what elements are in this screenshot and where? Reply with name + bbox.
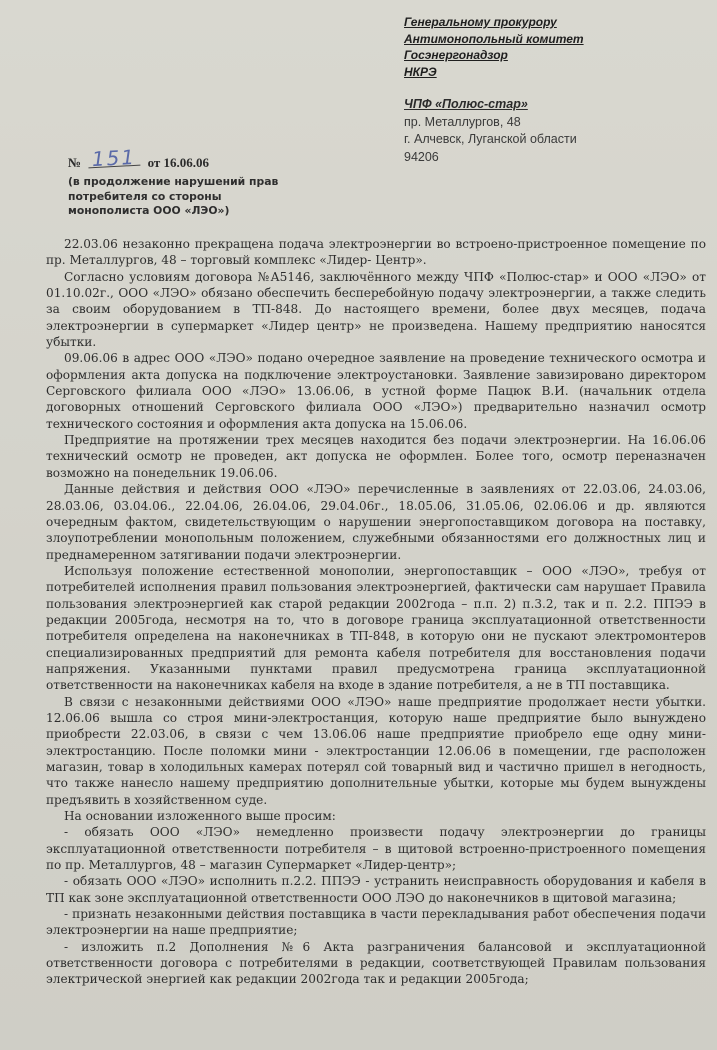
request-item: - обязать ООО «ЛЭО» исполнить п.2.2. ППЭЭ - устранить неисправность оборудования и кабеля в ТП как зоне эксплуатационной ответственности ООО ЛЭО до наконечников в щитовой магазина; [46, 874, 706, 905]
body-paragraph: Согласно условиям договора №А5146, заключённого между ЧПФ «Полюс-стар» и ООО «ЛЭО» от 01.10.02г., ООО «ЛЭО» обязано обеспечить бесперебойную подачу электроэнергии, а также следить за своим оборудованием в ТП-848. До настоящего времени, более двух месяцев, подача электроэнергии в супермаркет «Лидер центр» не произведена. Нашему предприятию наносятся убытки. [46, 269, 706, 350]
sender-block [404, 96, 704, 166]
sender-name: ЧПФ «Полюс-стар» [404, 97, 528, 111]
body-paragraph: 22.03.06 незаконно прекращена подача электроэнергии во встроено-пристроенное помещение по пр. Металлургов, 48 – торговый комплекс «Лидер- Центр». [46, 237, 706, 268]
sender-street: пр. Металлургов, 48 [404, 114, 521, 129]
body-paragraph: Используя положение естественной монополии, энергопоставщик – ООО «ЛЭО», требуя от потребителей исполнения правил пользования электроэнергией, фактически сам нарушает Правила пользования электроэнергией как старой редакции 2002года – п.п. 2) п.3.2, так и п. 2.2. ППЭЭ в редакции 2005года, несмотря на то, что в договоре граница эксплуатационной ответственности потребителя определена на наконечниках в ТП-848, в которую они не пускают электромонтеров специализированных предприятий для ремонта кабеля потребителя для восстановления подачи напряжения. Указанными пунктами правил предусмотрена граница эксплуатационной ответственности на наконечниках кабеля на входе в здание потребителя, а не в ТП поставщика. [46, 563, 706, 693]
subject-line: монополиста ООО «ЛЭО») [68, 204, 230, 217]
sender-city: г. Алчевск, Луганской области [404, 132, 577, 146]
addressee-block [404, 14, 704, 80]
request-intro: На основании изложенного выше просим: [64, 809, 336, 824]
document-date: 16.06.06 [163, 155, 210, 170]
body-paragraph: В связи с незаконными действиями ООО «ЛЭО» наше предприятие продолжает нести убытки. 12.06.06 вышла со строя мини-электростанция, которую наше предприятие было вынуждено приобрести 22.03.06, в связи с чем 13.06.06 наше предприятие приобрело еще одну мини-электростанцию. После поломки мини - электростанции 12.06.06 в помещении, где расположен магазин, товар в холодильных камерах потерял сой товарный вид и частично пришел в негодность, что также нанесло нашему предприятию дополнительные убытки, которые мы будем вынуждены предъявить в хозяйственном суде. [46, 694, 706, 807]
body-paragraph: Данные действия и действия ООО «ЛЭО» перечисленные в заявлениях от 22.03.06, 24.03.06, 28.03.06, 03.04.06., 22.04.06, 26.04.06, 29.04.06г., 18.05.06, 31.05.06, 02.06.06 и др. являются очередным фактом, свидетельствующим о нарушении энергопоставщиком договора на поставку, злоупотреблении монопольным положением, служебными обязанностями его должностных лиц и преднамеренном затягивании подачи электроэнергии. [46, 482, 706, 562]
date-prefix: от [147, 155, 161, 170]
document-number-line [68, 144, 388, 172]
subject-line: потребителя со стороны [68, 189, 222, 203]
request-item: - обязать ООО «ЛЭО» немедленно произвести подачу электроэнергии до границы эксплуатационной ответственности потребителя – в щитовой встроенно-пристроенного помещения по пр. Металлургов, 48 – магазин Супермаркет «Лидер-центр»; [46, 825, 706, 873]
body-paragraph: Предприятие на протяжении трех месяцев находится без подачи электроэнергии. На 16.06.06 технический осмотр не проведен, акт допуска не оформлен. Более того, осмотр переназначен возможно на понедельник 19.06.06. [46, 433, 706, 480]
addressee-line: НКРЭ [404, 64, 437, 79]
number-prefix: № [68, 155, 82, 170]
addressee-line: Антимонопольный комитет [404, 31, 584, 46]
handwritten-number: 151 [88, 149, 141, 169]
request-item: - признать незаконными действия поставщика в части перекладывания работ обеспечения подачи электроэнергии на наше предприятие; [46, 907, 706, 938]
addressee-line: Госэнергонадзор [404, 48, 508, 63]
request-item: - изложить п.2 Дополнения №6 Акта разграничения балансовой и эксплуатационной ответственности договора с потребителями в редакции, соответствующей Правилам пользования электрической энергией как редакции 2002года так и редакции 2005года; [46, 939, 706, 987]
body-paragraph: 09.06.06 в адрес ООО «ЛЭО» подано очередное заявление на проведение технического осмотра и оформления акта допуска на подключение электроустановки. Заявление завизировано директором Серговского филиала ООО «ЛЭО» 13.06.06, в устной форме Пацюк В.И. (начальник отдела договорных отношений Серговского филиала ООО «ЛЭО») предварительно назначил осмотр технического состояния и оформления акта допуска на 15.06.06. [46, 351, 706, 431]
subject-block [68, 175, 338, 219]
letter-body [46, 236, 706, 988]
addressee-line: Генеральному прокурору [404, 15, 557, 29]
sender-zip: 94206 [404, 149, 439, 164]
subject-line: (в продолжение нарушений прав [68, 175, 279, 188]
